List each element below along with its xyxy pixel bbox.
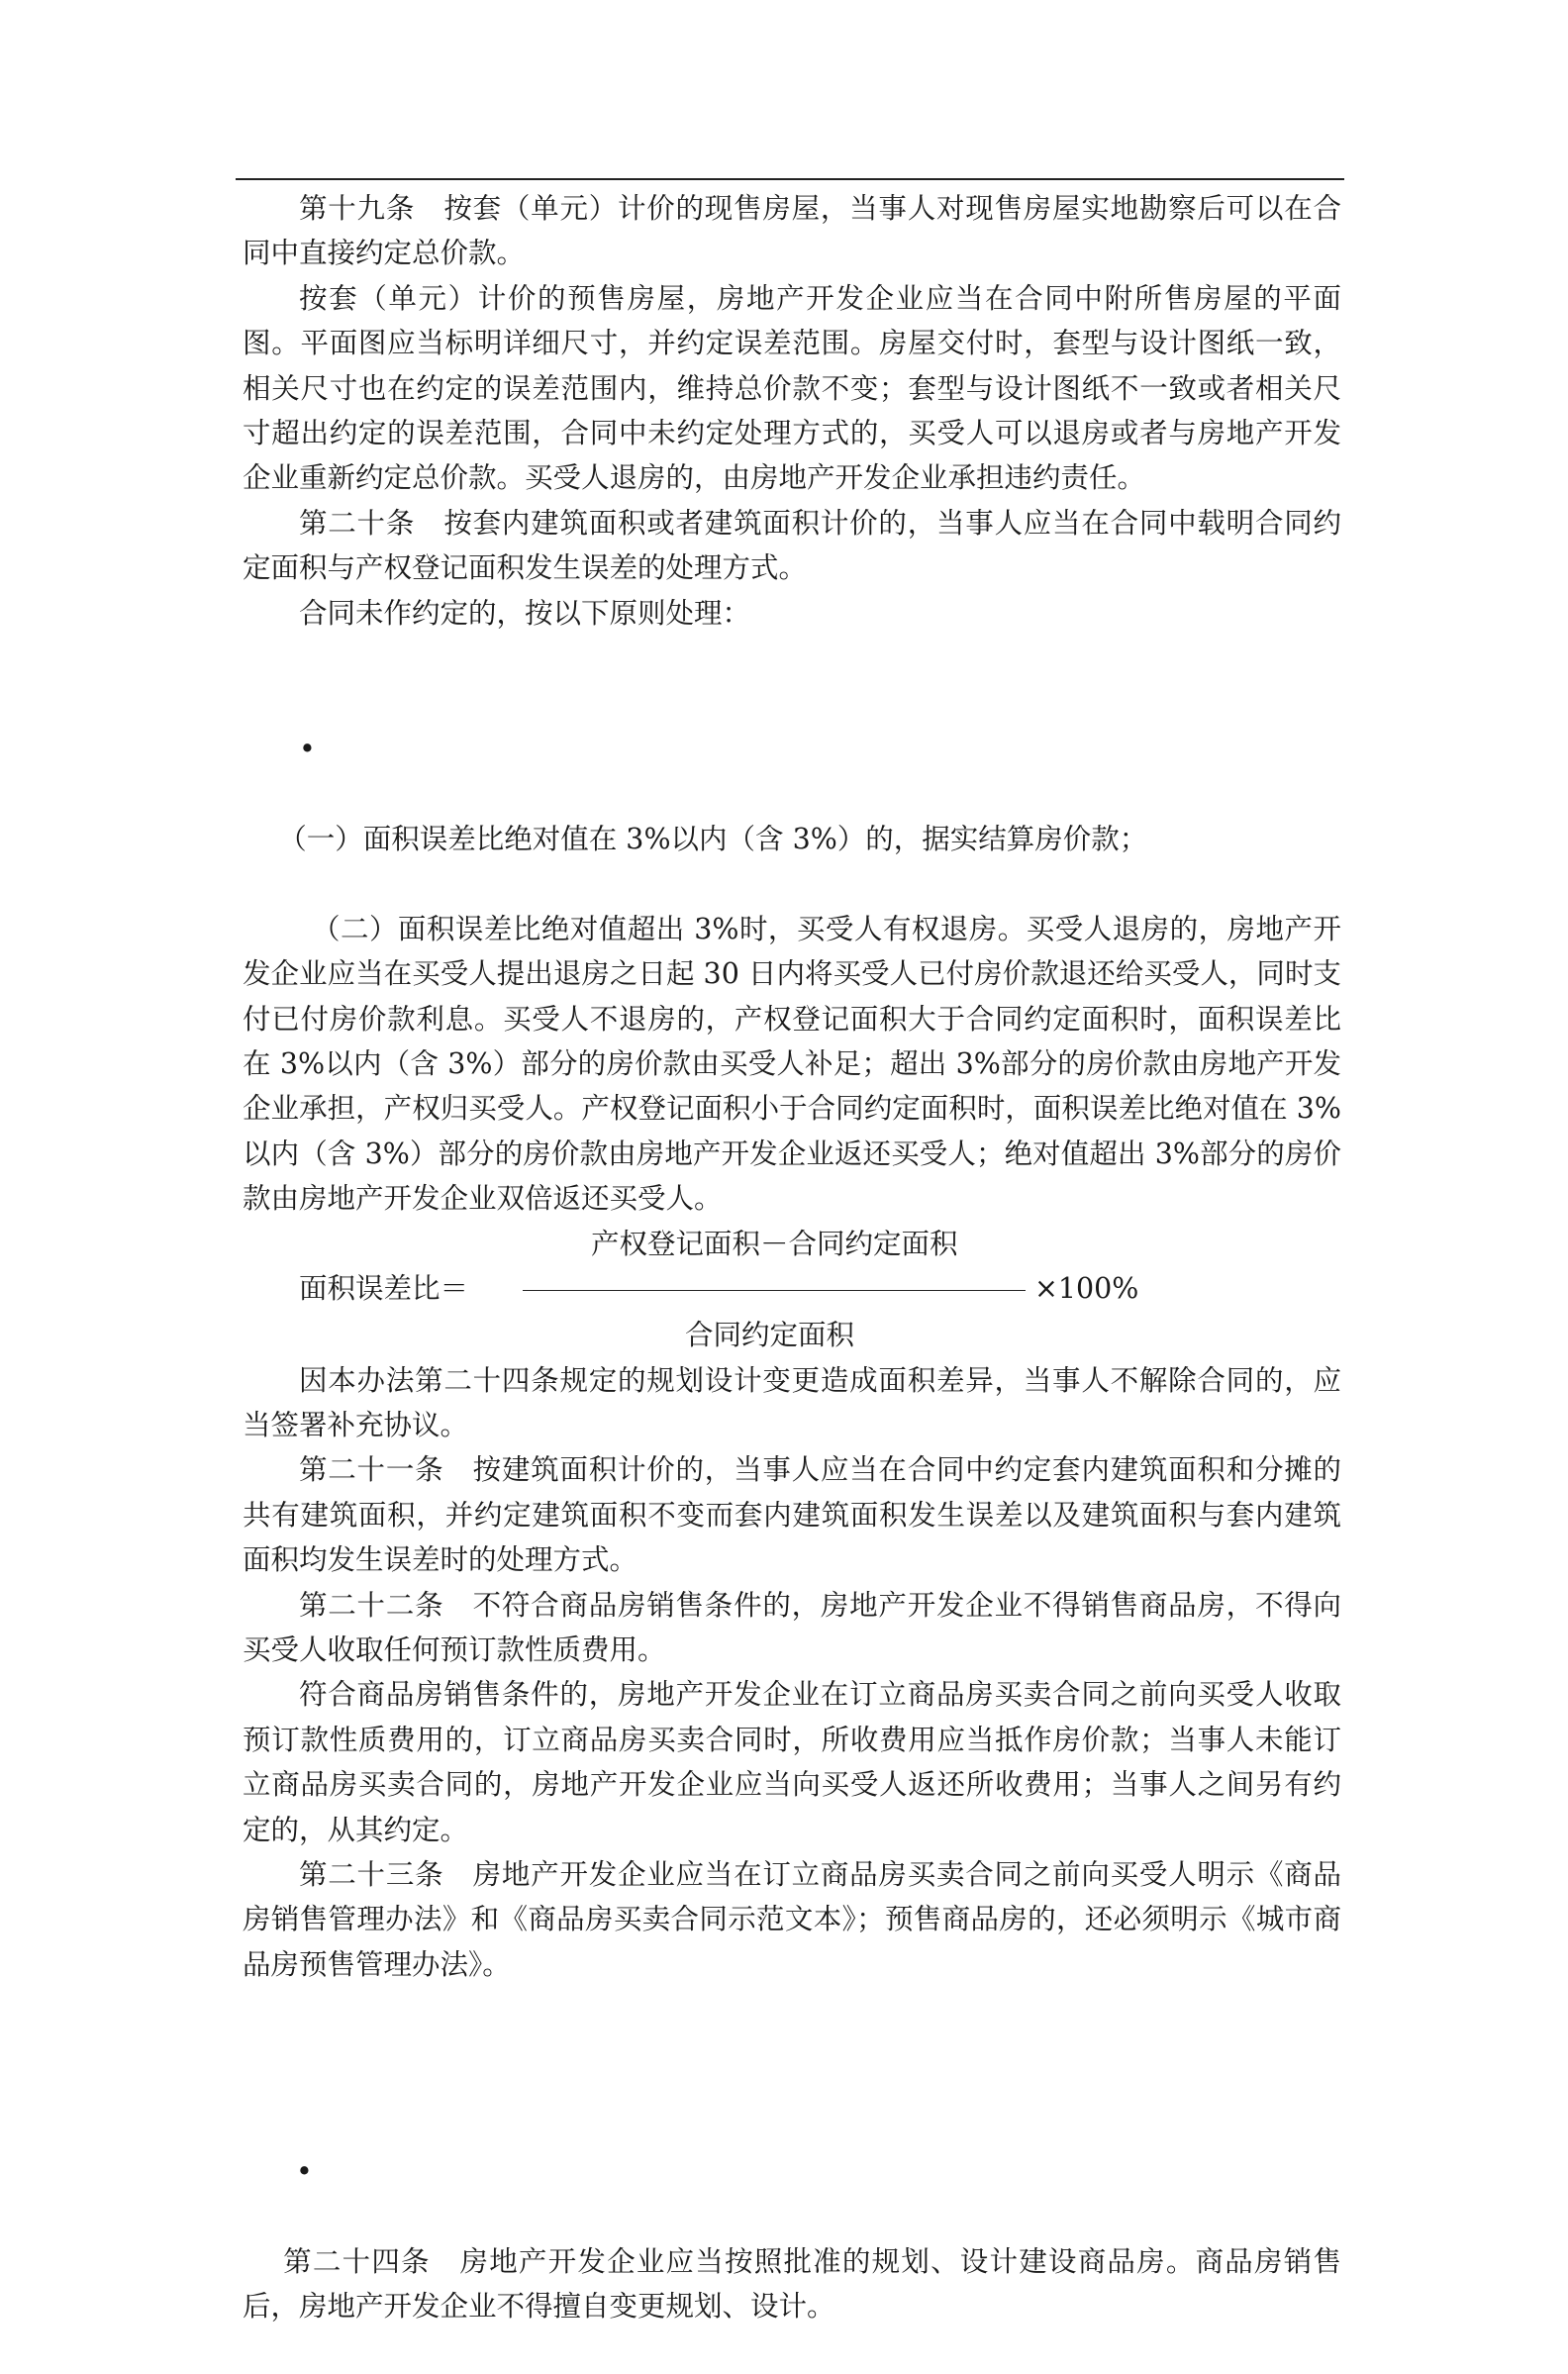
list-item-article-24 bbox=[243, 2149, 1341, 2374]
list-item-2: （二）面积误差比绝对值超出 3%时，买受人有权退房。买受人退房的，房地产开发企业应当在买受人提出退房之日起 30 日内将买受人已付房价款退还给买受人，同时支付已付房价款利息。买受人不退房的，产权登记面积大于合同约定面积时，面积误差比在 3%以内（含 3%）部分的房价款由买受人补足；超出 3%部分的房价款由房地产开发企业承担，产权归买受人。产权登记面积小于合同约定面积时，面积误差比绝对值在 3%以内（含 3%）部分的房价款由房地产开发企业返还买受人；绝对值超出 3%部分的房价款由房地产开发企业双倍返还买受人。 bbox=[243, 912, 1341, 1216]
list-item-1-text: （一）面积误差比绝对值在 3%以内（含 3%）的，据实结算房价款； bbox=[278, 822, 1148, 855]
area-error-formula bbox=[243, 1222, 1341, 1358]
formula-multiplier: ×100% bbox=[1034, 1271, 1139, 1305]
article-22-paragraph-2: 符合商品房销售条件的，房地产开发企业在订立商品房买卖合同之前向买受人收取预订款性质费用的，订立商品房买卖合同时，所收费用应当抵作房价款；当事人未能订立商品房买卖合同的，房地产开发企业应当向买受人返还所收费用；当事人之间另有约定的，从其约定。 bbox=[243, 1678, 1341, 1846]
header-rule bbox=[236, 178, 1344, 180]
formula-denominator: 合同约定面积 bbox=[685, 1318, 855, 1351]
article-20-paragraph-3: 因本办法第二十四条规定的规划设计变更造成面积差异，当事人不解除合同的，应当签署补充协议。 bbox=[243, 1363, 1341, 1441]
article-20: 第二十条 按套内建筑面积或者建筑面积计价的，当事人应当在合同中载明合同约定面积与产权登记面积发生误差的处理方式。 bbox=[243, 506, 1341, 585]
section-gap bbox=[243, 1987, 1341, 2149]
article-20-paragraph-2: 合同未作约定的，按以下原则处理： bbox=[299, 596, 751, 630]
article-19: 第十九条 按套（单元）计价的现售房屋，当事人对现售房屋实地勘察后可以在合同中直接约定总价款。 bbox=[243, 192, 1341, 270]
article-22: 第二十二条 不符合商品房销售条件的，房地产开发企业不得销售商品房，不得向买受人收取任何预订款性质费用。 bbox=[243, 1588, 1341, 1666]
document-body bbox=[243, 186, 1341, 2374]
article-23: 第二十三条 房地产开发企业应当在订立商品房买卖合同之前向买受人明示《商品房销售管理办法》和《商品房买卖合同示范文本》；预售商品房的，还必须明示《城市商品房预售管理办法》。 bbox=[243, 1858, 1341, 1981]
bullet-icon: • bbox=[296, 2155, 313, 2189]
section-gap bbox=[243, 636, 1341, 727]
article-19-paragraph-2: 按套（单元）计价的预售房屋，房地产开发企业应当在合同中附所售房屋的平面图。平面图应当标明详细尺寸，并约定误差范围。房屋交付时，套型与设计图纸一致，相关尺寸也在约定的误差范围内，维持总价款不变；套型与设计图纸不一致或者相关尺寸超出约定的误差范围，合同中未约定处理方式的，买受人可以退房或者与房地产开发企业重新约定总价款。买受人退房的，由房地产开发企业承担违约责任。 bbox=[243, 281, 1341, 495]
formula-lhs: 面积误差比＝ bbox=[299, 1271, 469, 1305]
bullet-icon: • bbox=[299, 733, 316, 766]
article-24: 第二十四条 房地产开发企业应当按照批准的规划、设计建设商品房。商品房销售后，房地产开发企业不得擅自变更规划、设计。 bbox=[243, 2245, 1341, 2324]
formula-numerator: 产权登记面积－合同约定面积 bbox=[591, 1227, 958, 1260]
article-21: 第二十一条 按建筑面积计价的，当事人应当在合同中约定套内建筑面积和分摊的共有建筑面积，并约定建筑面积不变而套内建筑面积发生误差以及建筑面积与套内建筑面积均发生误差时的处理方式。 bbox=[243, 1453, 1341, 1577]
list-item-1 bbox=[243, 727, 1341, 907]
fraction-bar bbox=[523, 1290, 1026, 1292]
